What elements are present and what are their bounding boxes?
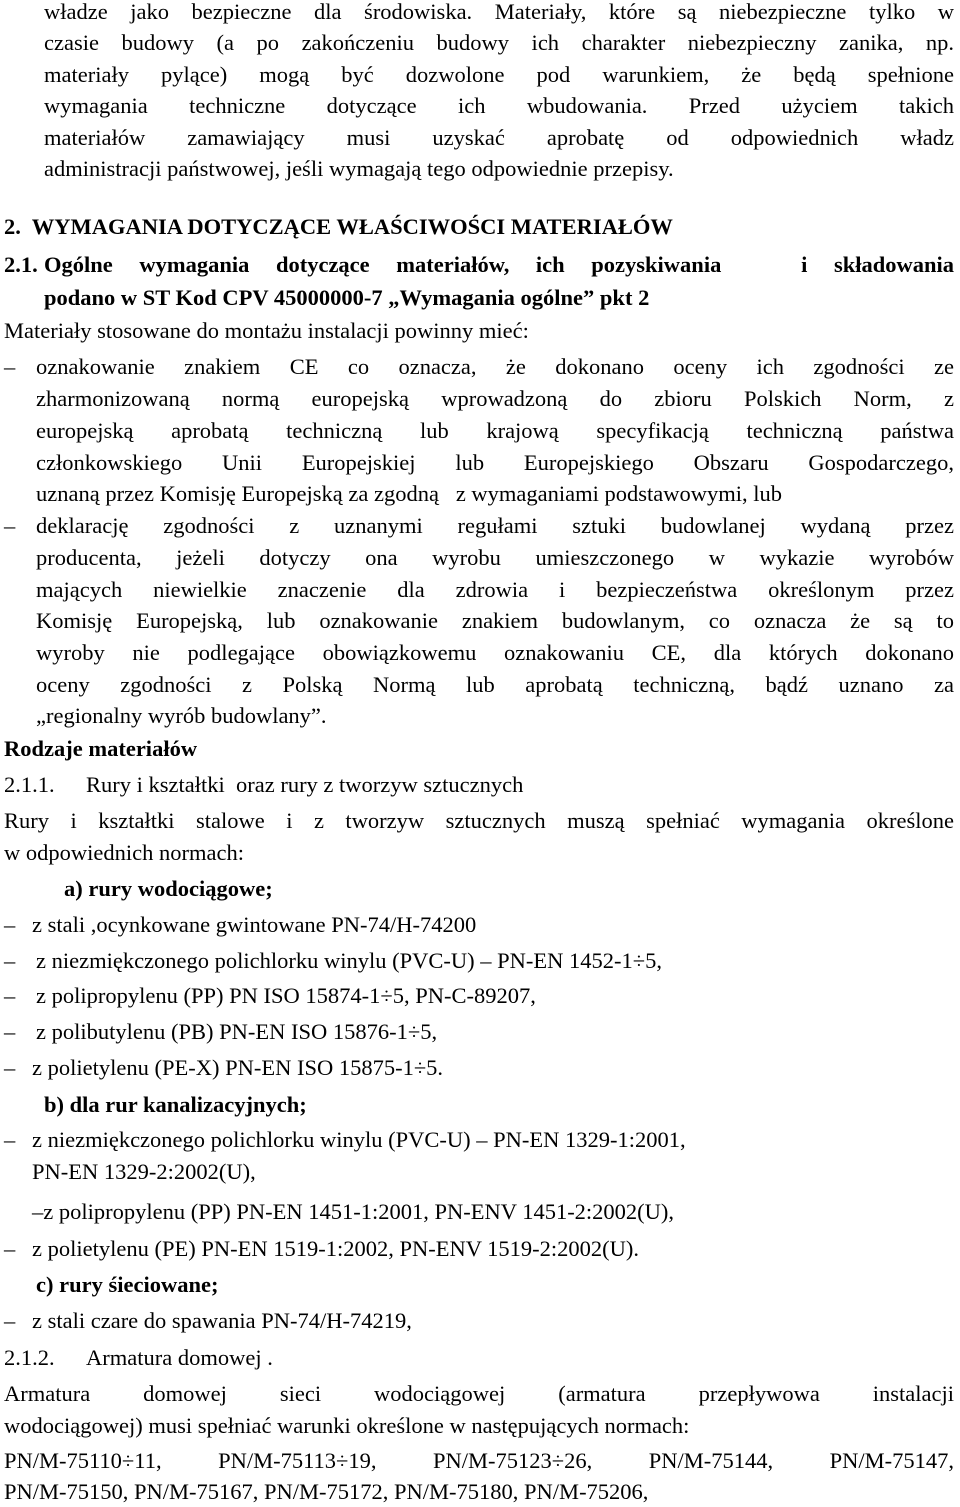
- list-item: z polibutylenu (PB) PN-EN ISO 15876-1÷5,: [36, 1019, 438, 1044]
- norms-line: PN/M-75110÷11, PN/M-75113÷19, PN/M-75123÷26, PN/M-75144, PN/M-75147,: [4, 1448, 954, 1473]
- dash-bullet: –: [4, 1055, 16, 1080]
- dash-bullet: –: [4, 948, 16, 973]
- list-heading-c: c) rury śieciowane;: [36, 1272, 219, 1297]
- list-heading-b: b) dla rur kanalizacyjnych;: [44, 1092, 307, 1117]
- list-item: z niezmiękczonego polichlorku winylu (PVC-U) – PN-EN 1452-1÷5,: [36, 948, 662, 973]
- text-line: w odpowiednich normach:: [4, 840, 244, 865]
- text-line: materiałów zamawiający musi uzyskać aprobatę od odpowiednich władz: [44, 125, 954, 150]
- text-line: wyroby nie podlegające obowiązkowemu oznakowaniu CE, dla których dokonano: [36, 640, 954, 665]
- dash-bullet: –: [4, 513, 16, 538]
- section-heading: 2. WYMAGANIA DOTYCZĄCE WŁAŚCIWOŚCI MATERIAŁÓW: [4, 214, 673, 239]
- subsection-heading: Ogólne wymagania dotyczące materiałów, ich pozyskiwania i składowania: [44, 252, 954, 277]
- text-line: Komisję Europejską, lub oznakowanie znakiem budowlanym, co oznacza że są to: [36, 608, 954, 633]
- list-item: z stali czare do spawania PN-74/H-74219,: [32, 1308, 412, 1333]
- dash-bullet: –: [4, 1308, 16, 1333]
- text-line: czasie budowy (a po zakończeniu budowy ich charakter niebezpieczny zanika, np.: [44, 30, 954, 55]
- list-heading-a: a) rury wodociągowe;: [64, 876, 273, 901]
- list-item: –z polipropylenu (PP) PN-EN 1451-1:2001, PN-ENV 1451-2:2002(U),: [32, 1199, 675, 1224]
- text-line: producenta, jeżeli dotyczy ona wyrobu umieszczonego w wykazie wyrobów: [36, 545, 954, 570]
- materials-intro: Materiały stosowane do montażu instalacji powinny mieć:: [4, 318, 529, 343]
- text-line: oznakowanie znakiem CE co oznacza, że dokonano oceny ich zgodności ze: [36, 354, 954, 379]
- text-line: wymagania techniczne dotyczące ich wbudowania. Przed użyciem takich: [44, 93, 954, 118]
- text-line: oceny zgodności z Polską Normą lub aprobatą techniczną, bądź uznano za: [36, 672, 954, 697]
- subsection-number: 2.1.: [4, 252, 38, 277]
- text-line: członkowskiego Unii Europejskiej lub Europejskiego Obszaru Gospodarczego,: [36, 450, 954, 475]
- text-line: Armatura domowej sieci wodociągowej (armatura przepływowa instalacji: [4, 1381, 954, 1406]
- subsection-number: 2.1.2.: [4, 1345, 55, 1370]
- subsection-title: Rury i kształtki oraz rury z tworzyw sztucznych: [86, 772, 524, 797]
- list-item: z niezmiękczonego polichlorku winylu (PVC-U) – PN-EN 1329-1:2001,: [32, 1127, 686, 1152]
- dash-bullet: –: [4, 1236, 16, 1261]
- subsection-heading-cont: podano w ST Kod CPV 45000000-7 „Wymagania ogólne” pkt 2: [44, 285, 650, 310]
- dash-bullet: –: [4, 912, 16, 937]
- list-item: z stali ,ocynkowane gwintowane PN-74/H-74200: [32, 912, 477, 937]
- text-line: administracji państwowej, jeśli wymagają tego odpowiednie przepisy.: [44, 156, 674, 181]
- subsection-title: Armatura domowej .: [86, 1345, 273, 1370]
- list-item-cont: PN-EN 1329-2:2002(U),: [32, 1159, 256, 1184]
- text-line: wodociągowej) musi spełniać warunki określone w następujących normach:: [4, 1413, 690, 1438]
- list-item: z polipropylenu (PP) PN ISO 15874-1÷5, PN-C-89207,: [36, 983, 536, 1008]
- text-line: Rury i kształtki stalowe i z tworzyw sztucznych muszą spełniać wymagania określone: [4, 808, 954, 833]
- text-line: zharmonizowaną normą europejską wprowadzoną do zbioru Polskich Norm, z: [36, 386, 954, 411]
- types-heading: Rodzaje materiałów: [4, 736, 198, 761]
- list-item: z polietylenu (PE-X) PN-EN ISO 15875-1÷5.: [32, 1055, 444, 1080]
- norms-line: PN/M-75150, PN/M-75167, PN/M-75172, PN/M-75180, PN/M-75206,: [4, 1479, 649, 1504]
- list-item: z polietylenu (PE) PN-EN 1519-1:2002, PN-ENV 1519-2:2002(U).: [32, 1236, 640, 1261]
- text-line: materiały pylące) mogą być dozwolone pod warunkiem, że będą spełnione: [44, 62, 954, 87]
- text-line: władze jako bezpieczne dla środowiska. Materiały, które są niebezpieczne tylko w: [44, 0, 954, 24]
- dash-bullet: –: [4, 1019, 16, 1044]
- text-line: deklarację zgodności z uznanymi regułami sztuki budowlanej wydaną przez: [36, 513, 954, 538]
- text-line: europejską aprobatą techniczną lub krajową specyfikacją techniczną państwa: [36, 418, 954, 443]
- dash-bullet: –: [4, 1127, 16, 1152]
- dash-bullet: –: [4, 354, 16, 379]
- subsection-number: 2.1.1.: [4, 772, 55, 797]
- text-line: uznaną przez Komisję Europejską za zgodną z wymaganiami podstawowymi, lub: [36, 481, 783, 506]
- dash-bullet: –: [4, 983, 16, 1008]
- text-line: „regionalny wyrób budowlany”.: [36, 703, 327, 728]
- text-line: mających niewielkie znaczenie dla zdrowia i bezpieczeństwa określonym przez: [36, 577, 954, 602]
